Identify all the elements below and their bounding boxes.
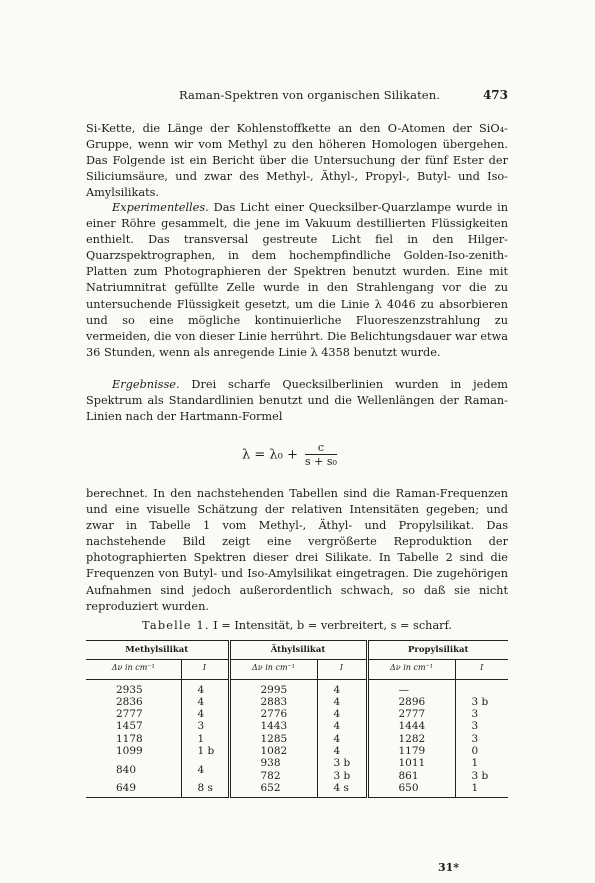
- methyl-nu: 649: [116, 781, 137, 794]
- col-header-nu: Δν in cm⁻¹: [367, 660, 455, 679]
- propyl-i: 3: [455, 708, 508, 720]
- methyl-i: 1 b: [181, 745, 229, 757]
- propyl-i: 3: [455, 733, 508, 745]
- hartmann-formula: [242, 442, 337, 468]
- ethyl-i: 4: [317, 708, 367, 720]
- formula-fraction: [305, 442, 337, 468]
- col-header-i: I: [317, 660, 367, 679]
- ethyl-i: 3 b: [333, 757, 351, 770]
- propyl-i: 1: [471, 757, 479, 770]
- propyl-nu: 2896: [367, 696, 455, 708]
- formula-lhs: λ = λ₀ +: [242, 447, 298, 463]
- ethyl-i: 4: [317, 733, 367, 745]
- paragraph-intro: Si-Kette, die Länge der Kohlenstoffkette an den O-Atomen der SiO₄-Gruppe, wenn wir vom Methyl zu den höheren Homologen übergehen. Das Folgende ist ein Bericht über die Untersuchung der fünf Ester der Siliciumsäure, und zwar des Methyl-, Äthyl-, Propyl-, Butyl- und Iso-Amylsilikats.: [86, 122, 508, 200]
- propyl-i-stack: [455, 757, 508, 782]
- table-row: [86, 733, 508, 745]
- page-number: 473: [482, 88, 508, 102]
- methyl-nu: 2777: [116, 708, 143, 721]
- propyl-i: 0: [455, 745, 508, 757]
- propyl-nu: —: [367, 679, 455, 696]
- propyl-nu: 650: [367, 782, 455, 798]
- methyl-i: 4: [181, 708, 229, 720]
- methyl-i: 4: [181, 679, 229, 696]
- paragraph-results: [86, 377, 508, 425]
- table-caption: [86, 619, 508, 632]
- ethyl-i: 4: [317, 720, 367, 732]
- table-row: [86, 745, 508, 757]
- propyl-nu-stack: [367, 757, 455, 782]
- ethyl-i: 4: [317, 696, 367, 708]
- propyl-nu: 2777: [367, 708, 455, 720]
- methyl-i: 1: [181, 733, 229, 745]
- propyl-nu: 1011: [398, 757, 426, 770]
- group-header-methyl: Methylsilikat: [125, 645, 189, 655]
- raman-table: [86, 640, 508, 798]
- ethyl-nu: 1082: [229, 745, 317, 757]
- col-header-i: I: [455, 660, 508, 679]
- paragraph-results-body: Drei scharfe Quecksilberlinien wurden in jedem Spektrum als Standardlinien benutzt und die Wellenlängen der Raman-Linien nach der Hartmann-Formel: [86, 378, 508, 424]
- col-header-nu: Δν in cm⁻¹: [229, 660, 317, 679]
- ethyl-i: 4: [317, 745, 367, 757]
- table-row: [86, 708, 508, 720]
- formula-numerator: c: [305, 442, 337, 455]
- propyl-i: 3 b: [471, 769, 489, 782]
- methyl-nu: 2935: [116, 683, 143, 696]
- ethyl-nu: 1443: [229, 720, 317, 732]
- ethyl-nu: 782: [260, 769, 281, 782]
- ethyl-nu-stack: [229, 757, 317, 782]
- methyl-i: 3: [181, 720, 229, 732]
- ethyl-i-stack: [317, 757, 367, 782]
- methyl-nu: 1178: [116, 732, 143, 745]
- formula-denominator: s + s₀: [305, 455, 337, 468]
- paragraph-experimental-body: Das Licht einer Quecksilber-Quarzlampe wurde in einer Röhre gesammelt, die jene im Vakuum destillierten Flüssigkeiten enthielt. Das transversal gestreute Licht fiel in den Hilger-Quarzspektrographen, in dem hochempfindliche Golden-Iso-zenith-Platten zum Photographieren der Spektren benutzt wurden. Eine mit Natriumnitrat gefüllte Zelle wurde in den Strahlengang vor die zu untersuchende Flüssigkeit gesetzt, um die Linie λ 4046 zu absorbieren und so eine mögliche kontinuierliche Fluoreszenzstrahlung zu vermeiden, die von dieser Linie herrührt. Die Belichtungsdauer war etwa 36 Stunden, wenn als anregende Linie λ 4358 benutzt wurde.: [86, 201, 508, 359]
- table-row: [86, 696, 508, 708]
- propyl-i: 3: [455, 720, 508, 732]
- group-header-ethyl: Äthylsilikat: [229, 641, 367, 660]
- paragraph-tables: berechnet. In den nachstehenden Tabellen sind die Raman-Frequenzen und eine visuelle Schätzung der relativen Intensitäten gegeben; und zwar in Tabelle 1 vom Methyl-, Äthyl- und Propylsilikat. Das nachstehende Bild zeigt eine vergrößerte Reproduktion der photographierten Spektren dieser drei Silikate. In Tabelle 2 sind die Frequenzen von Butyl- und Iso-Amylsilikat eingetragen. Die zugehörigen Aufnahmen sind jedoch außerordentlich schwach, so daß sie nicht reproduziert wurden.: [86, 487, 508, 613]
- ethyl-nu: 2995: [229, 679, 317, 696]
- propyl-i: 3 b: [455, 696, 508, 708]
- methyl-nu: 2836: [116, 695, 143, 708]
- signature-mark: 31*: [438, 861, 460, 874]
- table-row: [86, 720, 508, 732]
- col-header-nu: Δν in cm⁻¹: [111, 663, 155, 673]
- methyl-i: 4: [181, 757, 229, 782]
- running-title: Raman-Spektren von organischen Silikaten.: [179, 88, 440, 102]
- propyl-i: 1: [455, 782, 508, 798]
- ethyl-i: 3 b: [333, 769, 351, 782]
- section-lead-experimental: Experimentelles.: [112, 201, 209, 214]
- table-1: [86, 640, 508, 798]
- section-lead-results: Ergebnisse.: [112, 378, 180, 391]
- propyl-nu: 861: [398, 769, 419, 782]
- propyl-nu: 1179: [367, 745, 455, 757]
- ethyl-i: 4: [317, 679, 367, 696]
- ethyl-nu: 2776: [229, 708, 317, 720]
- table-row: [86, 757, 508, 782]
- ethyl-nu: 1285: [229, 733, 317, 745]
- group-header-propyl: Propylsilikat: [367, 641, 508, 660]
- propyl-nu: 1444: [367, 720, 455, 732]
- table-row: [86, 782, 508, 798]
- table-caption-text: I = Intensität, b = verbreitert, s = scharf.: [213, 619, 452, 632]
- ethyl-nu: 652: [229, 782, 317, 798]
- methyl-i: 4: [181, 696, 229, 708]
- col-header-i: I: [181, 660, 229, 679]
- ethyl-nu: 2883: [229, 696, 317, 708]
- methyl-i: 8 s: [181, 782, 229, 798]
- propyl-nu: 1282: [367, 733, 455, 745]
- methyl-nu: 1099: [116, 745, 143, 758]
- table-row: [86, 679, 508, 696]
- ethyl-nu: 938: [260, 757, 281, 770]
- propyl-i: [455, 679, 508, 696]
- running-header: [86, 88, 508, 104]
- methyl-nu: 1457: [116, 720, 143, 733]
- ethyl-i: 4 s: [317, 782, 367, 798]
- table-caption-label: Tabelle 1.: [142, 619, 210, 632]
- methyl-nu: 840: [116, 763, 137, 776]
- paragraph-experimental: [86, 200, 508, 361]
